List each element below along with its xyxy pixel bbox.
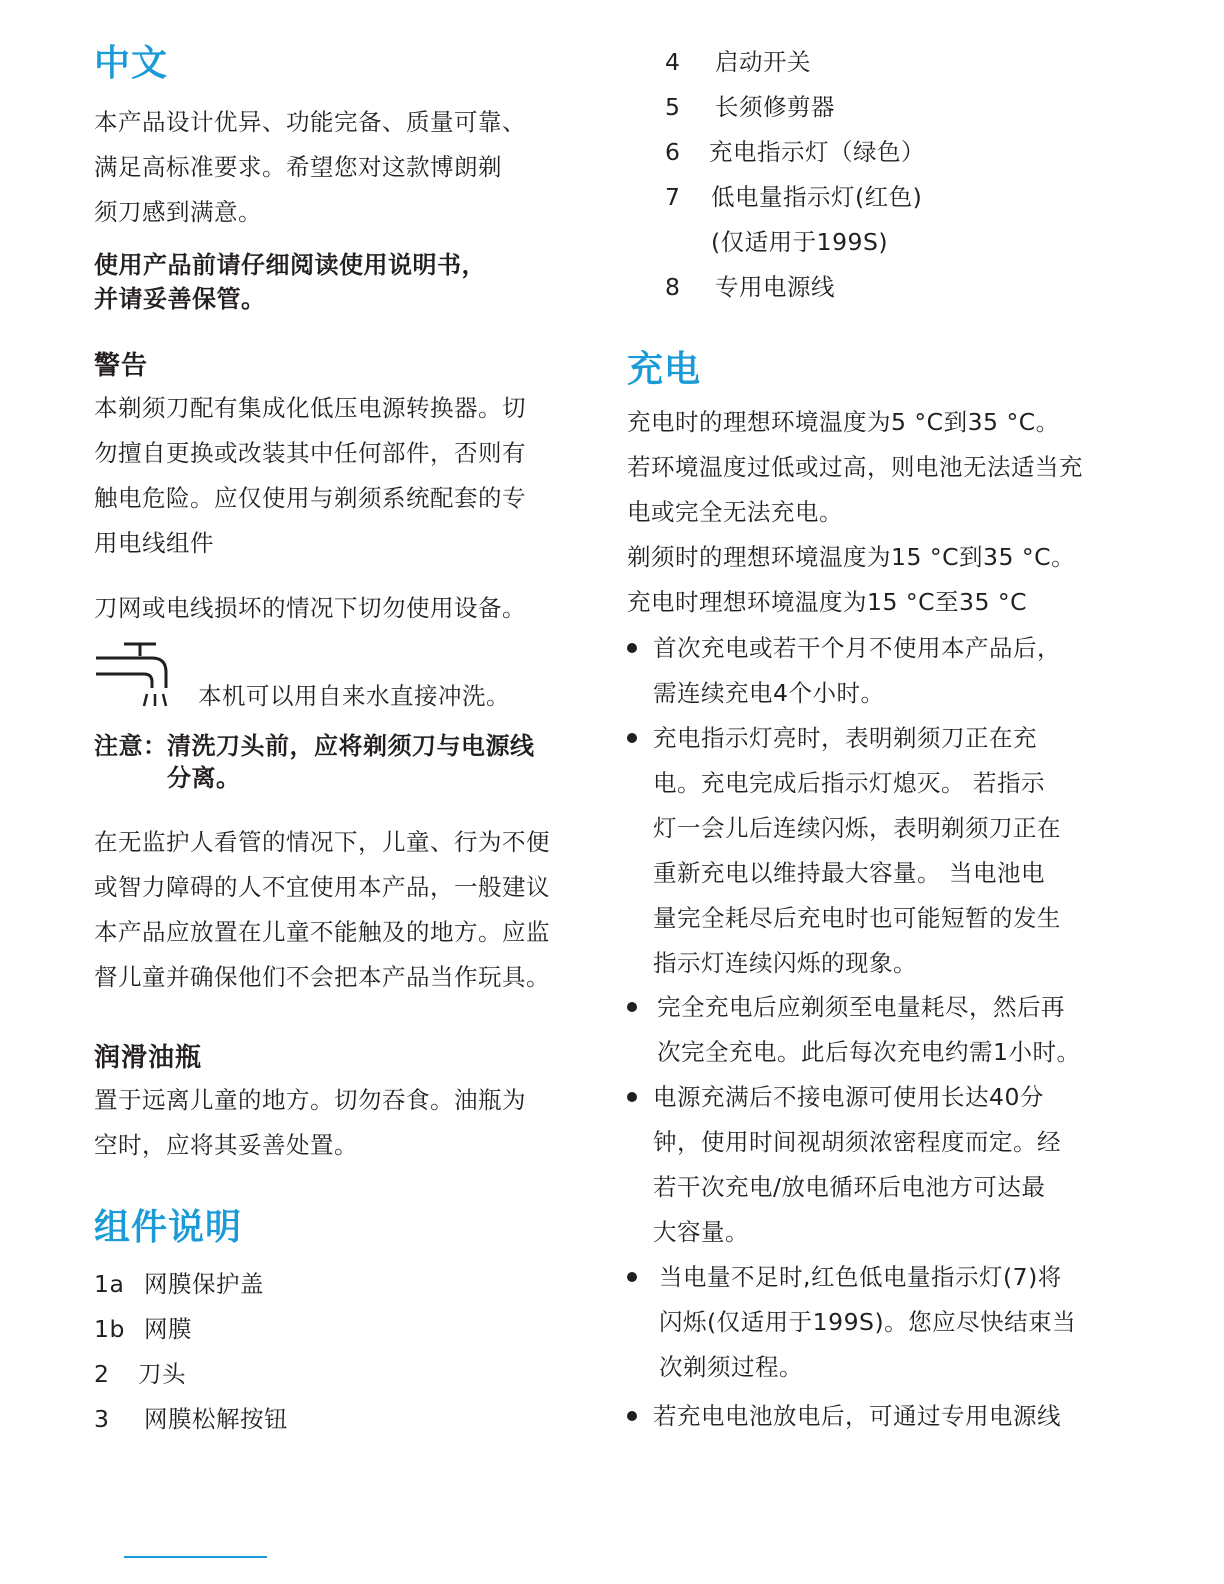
component-label: 网膜保护盖 [143,1270,264,1298]
component-item [665,130,925,175]
component-label: 刀头 [137,1360,186,1388]
bullet-icon [627,733,637,743]
component-item [94,1262,264,1307]
component-label: 启动开关 [714,48,811,76]
intro-paragraph: 本产品设计优异、功能完备、质量可靠、 满足高标准要求。希望您对这款博朗剃 须刀感到满意。 [94,108,526,226]
bullet-icon [627,643,637,653]
children-paragraph: 在无监护人看管的情况下，儿童、行为不便 或智力障碍的人不宜使用本产品，一般建议 本产品应放置在儿童不能触及的地方。应监 督儿童并确保他们不会把本产品当作玩具。 [94,828,550,991]
charging-paragraph: 充电时的理想环境温度为5 °C到35 °C。 若环境温度过低或过高，则电池无法适当充 电或完全无法充电。 剃须时的理想环境温度为15 °C到35 °C。 充电时理想环境温度为15 °C至35 °C [627,408,1083,616]
water-wash-text: 本机可以用自来水直接冲洗。 [198,682,510,710]
component-label: 专用电源线 [714,273,835,301]
note-label: 注意： [94,732,168,760]
charging-heading: 充电 [627,349,702,390]
bullet-text: 首次充电或若干个月不使用本产品后， 需连续充电4个小时。 [653,634,1061,707]
component-number: 4 [665,48,681,76]
bullet-text: 当电量不足时,红色低电量指示灯(7)将 闪烁(仅适用于199S)。您应尽快结束当 次剃须过程。 [659,1263,1077,1381]
page-title: 中文 [94,43,169,84]
component-item [665,175,922,220]
bullet-icon [627,1411,637,1421]
component-number: 1b [94,1315,125,1343]
damage-warning: 刀网或电线损坏的情况下切勿使用设备。 [94,594,526,622]
component-item [94,1352,186,1397]
component-label: 网膜松解按钮 [143,1405,288,1433]
bullet-icon [627,1092,637,1102]
bullet-text: 完全充电后应剃须至电量耗尽，然后再 次完全充电。此后每次充电约需1小时。 [657,993,1081,1066]
component-number: 7 [665,183,681,211]
component-number: 8 [665,273,681,301]
read-notice: 使用产品前请仔细阅读使用说明书， 并请妥善保管。 [94,251,486,313]
faucet-washable-icon [94,638,184,710]
bullet-text: 若充电电池放电后，可通过专用电源线 [653,1402,1061,1430]
bullet-icon [627,1272,637,1282]
component-number: 3 [94,1405,110,1433]
footer-divider [124,1556,267,1558]
component-item [665,220,888,265]
component-item [94,1397,288,1442]
component-label: 低电量指示灯(红色) [710,183,923,211]
component-number: 2 [94,1360,110,1388]
component-label: 长须修剪器 [714,93,835,121]
note-text: 清洗刀头前，应将剃须刀与电源线 分离。 [167,732,535,792]
component-label: 网膜 [143,1315,192,1343]
bullet-icon [627,1002,637,1012]
component-item [665,85,835,130]
component-number: 6 [665,138,681,166]
oil-bottle-heading: 润滑油瓶 [94,1043,203,1073]
component-number: 5 [665,93,681,121]
components-heading: 组件说明 [94,1207,243,1248]
warning-heading: 警告 [94,351,149,381]
component-item [94,1307,192,1352]
component-label: 充电指示灯（绿色） [708,138,925,166]
bullet-text: 充电指示灯亮时，表明剃须刀正在充 电。充电完成后指示灯熄灭。 若指示 灯一会儿后连续闪烁，表明剃须刀正在 重新充电以维持最大容量。 当电池电 量完全耗尽后充电时也可能短暂的发生 指示灯连续闪烁的现象。 [653,724,1061,977]
component-item [665,40,811,85]
component-item [665,265,835,310]
component-label: (仅适用于199S) [710,228,889,256]
warning-paragraph: 本剃须刀配有集成化低压电源转换器。切 勿擅自更换或改装其中任何部件，否则有 触电危险。应仅使用与剃须系统配套的专 用电线组件 [94,394,526,557]
oil-bottle-paragraph: 置于远离儿童的地方。切勿吞食。油瓶为 空时，应将其妥善处置。 [94,1086,526,1159]
bullet-text: 电源充满后不接电源可使用长达40分 钟，使用时间视胡须浓密程度而定。经 若干次充电/放电循环后电池方可达最 大容量。 [653,1083,1061,1246]
component-number: 1a [94,1270,125,1298]
